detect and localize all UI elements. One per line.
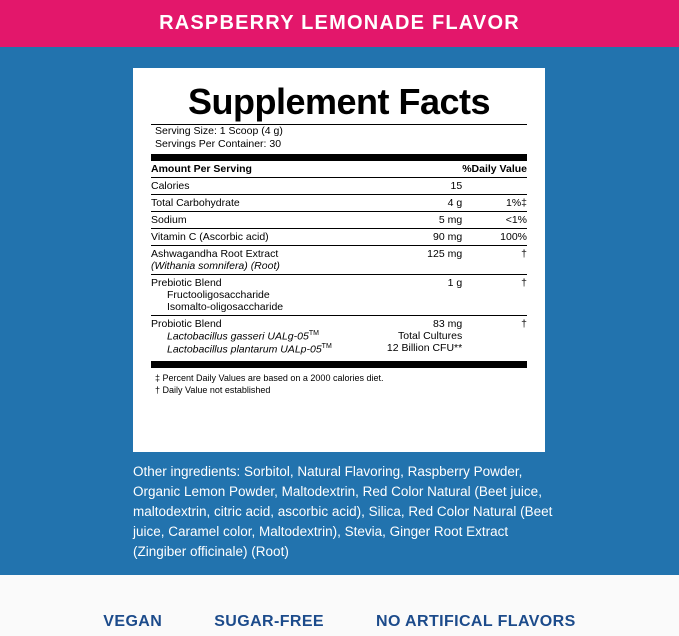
- table-row: [151, 195, 527, 212]
- trademark-mark: TM: [321, 342, 332, 350]
- servings-per-container: Servings Per Container: 30: [155, 137, 282, 150]
- other-ingredients-text: Other ingredients: Sorbitol, Natural Flavoring, Raspberry Powder, Organic Lemon Powder, Maltodextrin, Red Color Natural (Beet juice, maltodextrin, citric acid, ascorbic acid), Silica, Red Color Natural (Beet juice, Caramel color, Maltodextrin), Stevia, Ginger Root Extract (Zingiber officinale) (Root): [133, 464, 553, 559]
- header-daily-value: %Daily Value: [462, 161, 527, 178]
- row-amount-note: Total Cultures: [398, 330, 463, 342]
- row-name: Vitamin C (Ascorbic acid): [151, 229, 371, 246]
- divider-thick-bottom: [151, 361, 527, 368]
- row-name: Sodium: [151, 212, 371, 229]
- row-name: Prebiotic Blend: [151, 277, 222, 289]
- serving-info: [151, 125, 527, 150]
- row-name: Total Carbohydrate: [151, 195, 371, 212]
- badge-sugar-free: SUGAR-FREE: [214, 613, 324, 630]
- row-amount: 90 mg: [371, 229, 463, 246]
- row-subitem-text: Lactobacillus gasseri UALg-05: [167, 330, 309, 343]
- header-amount-per-serving: Amount Per Serving: [151, 161, 371, 178]
- table-row: [151, 275, 527, 316]
- row-subitem: [151, 343, 371, 356]
- row-amount: 83 mg: [433, 318, 463, 330]
- row-subitem: [151, 330, 371, 343]
- supplement-facts-title: Supplement Facts: [187, 81, 491, 122]
- row-name-latin: (Withania somnifera) (Root): [151, 260, 280, 272]
- badge-vegan: VEGAN: [103, 613, 163, 630]
- row-daily-value: †: [462, 246, 527, 275]
- table-row: [151, 212, 527, 229]
- table-row: [151, 229, 527, 246]
- footnote-not-established: † Daily Value not established: [155, 384, 271, 395]
- row-daily-value: 1%‡: [462, 195, 527, 212]
- row-amount: 5 mg: [371, 212, 463, 229]
- footnotes: [151, 368, 527, 396]
- row-daily-value: †: [521, 318, 527, 330]
- table-row: [151, 246, 527, 275]
- supplement-facts-table: [151, 161, 527, 357]
- row-amount: 15: [371, 178, 463, 195]
- row-amount: 125 mg: [371, 246, 463, 275]
- trademark-mark: TM: [308, 330, 319, 337]
- table-row: [151, 178, 527, 195]
- row-daily-value: †: [462, 275, 527, 316]
- flavor-banner-text: RASPBERRY LEMONADE FLAVOR: [159, 12, 520, 34]
- divider-thick-top: [151, 154, 527, 161]
- flavor-banner: [0, 0, 679, 47]
- row-name: Calories: [151, 178, 371, 195]
- row-amount: 1 g: [371, 275, 463, 316]
- row-daily-value: <1%: [462, 212, 527, 229]
- row-amount-cfu: 12 Billion CFU**: [386, 342, 463, 354]
- table-header-row: [151, 161, 527, 178]
- row-subitem: Isomalto-oligosaccharide: [167, 301, 284, 313]
- row-name: Ashwagandha Root Extract: [151, 248, 279, 260]
- footnote-daily-values: ‡ Percent Daily Values are based on a 2000 calories diet.: [155, 373, 384, 383]
- table-row: [151, 316, 527, 358]
- supplement-facts-panel: [133, 68, 545, 452]
- row-daily-value: [462, 178, 527, 195]
- row-daily-value: 100%: [462, 229, 527, 246]
- row-name: Probiotic Blend: [151, 318, 222, 330]
- serving-size: Serving Size: 1 Scoop (4 g): [155, 125, 283, 137]
- row-subitem-text: Lactobacillus plantarum UALp-05: [167, 343, 322, 355]
- badge-no-artifical-flavors: NO ARTIFICAL FLAVORS: [375, 613, 576, 630]
- badge-row: [0, 613, 679, 631]
- row-subitem: Fructooligosaccharide: [167, 289, 270, 301]
- row-amount: 4 g: [371, 195, 463, 212]
